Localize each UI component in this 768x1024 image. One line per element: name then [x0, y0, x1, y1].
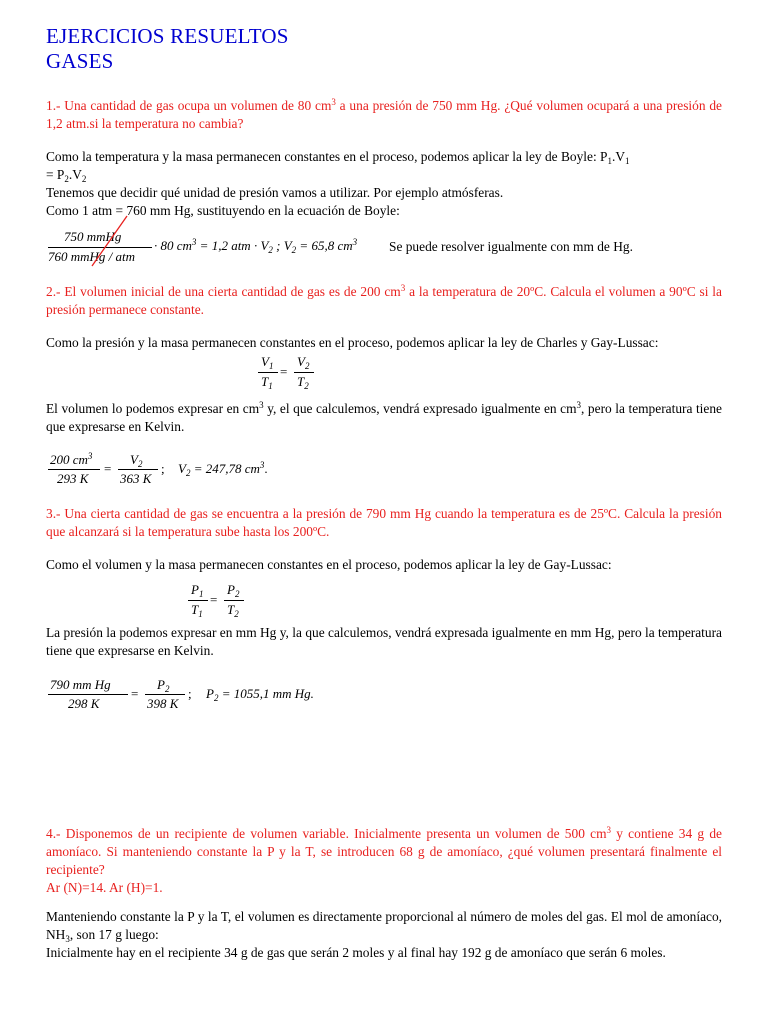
- exercise-3-paragraph-2: La presión la podemos expresar en mm Hg y, la que calculemos, vendrá expresada igualmente en mm Hg, pero la temperatura tiene que expresarse en Kelvin.: [46, 625, 722, 658]
- document-title: EJERCICIOS RESUELTOS: [46, 24, 289, 48]
- document-page: EJERCICIOS RESUELTOS GASES 1.- Una cantidad de gas ocupa un volumen de 80 $cm^3$ a una presión de 750 mm Hg. ¿Qué volumen ocupará a una presión de 1,2 atm.si la temperatura no cambia? Como la temperatura y la masa permanecen constantes en el proceso, podemos aplicar la ley de Boyle: $P_1.V_1$ = $P_2.V_2$ Tenemos que decidir qué unidad de presión vamos a utilizar. Por ejemplo atmósferas. Como 1 atm = 760 mm Hg, sustituyendo en la ecuación de Boyle: 750 mmHg 760 mmHg / atm · 80 $cm^3 = 1,2$ atm · $V_2$ ; $V_2 = 65,8$ $cm^3$ Se puede resolver igualmente con mm de Hg. 2.- El volumen inicial de una cierta cantidad de gas es de 200 $cm^3$ a la temperatura de 20ºC. Calcula el volumen a 90ºC si la presión permanece constante. Como la presión y la masa permanecen constantes en el proceso, podemos aplicar la ley de Charles y Gay-Lussac: $V_1$ $T_1$ = $V_2$ $T_2$ El volumen lo podemos expresar en $cm^3$ y, el que calculemos, vendrá expresado igualmente en $cm^3$, pero la temperatura tiene que expresarse en Kelvin. 200 $cm^3$ 293 K = $V_2$ 363 K ; $V_2 = 247,78$ $cm^3$. 3.- Una cierta cantidad de gas se encuentra a la presión de 790 mm Hg cuando la temperatura es de 25ºC. Calcula la presión que alcanzará si la temperatura sube hasta los 200ºC. Como el volumen y la masa permanecen constantes en el proceso, podemos aplicar la ley de Gay-Lussac: $P_1$ $T_1$ = $P_2$ $T_2$ La presión la podemos expresar en mm Hg y, la que calculemos, vendrá expresada igualmente en mm Hg, pero la temperatura tiene que expresarse en Kelvin. 790 mm Hg 298 K = $P_2$ 398 K ; $P_2 = 1055,1$ mm Hg. 4.- Disponemos de un recipiente de volumen variable. Inicialmente presenta un volumen de 500 $cm^3$ y contiene 34 g de amoníaco. Si manteniendo constante la P y la T, se introducen 68 g de amoníaco, ¿qué volumen presentará finalmente el recipiente? Ar (N)=14. Ar (H)=1. Manteniendo constante la P y la T, el volumen es directamente proporcional al número de moles del gas. El mol de amoníaco, $NH_3$, son 17 g luego: Inicialmente hay en el recipiente 34 g de gas que serán 2 moles y al final hay 192 g de amoníaco que serán 6 moles.: [0, 0, 768, 1024]
- eq1-note: Se puede resolver igualmente con mm de Hg.: [389, 239, 633, 254]
- exercise-2-paragraph: Como la presión y la masa permanecen constantes en el proceso, podemos aplicar la ley de Charles y Gay-Lussac:: [46, 335, 659, 350]
- exercise-3-paragraph: Como el volumen y la masa permanecen constantes en el proceso, podemos aplicar la ley de Gay-Lussac:: [46, 557, 612, 572]
- exercise-4-paragraph: Manteniendo constante la P y la T, el volumen es directamente proporcional al número de moles del gas. El mol de amoníaco, $NH_3$, son 17 g luego: Inicialmente hay en el recipiente 34 g de gas que serán 2 moles y al final hay 192 g de amoníaco que serán 6 moles.: [46, 909, 722, 960]
- eq1-numerator: 750 mmHg: [64, 229, 122, 244]
- atomic-masses: Ar (N)=14. Ar (H)=1.: [46, 880, 163, 895]
- exercise-2-statement: 2.- El volumen inicial de una cierta cantidad de gas es de 200 $cm^3$ a la temperatura de 20ºC. Calcula el volumen a 90ºC si la presión permanece constante.: [46, 283, 722, 317]
- exercise-4-statement: 4.- Disponemos de un recipiente de volumen variable. Inicialmente presenta un volumen de 500 $cm^3$ y contiene 34 g de amoníaco. Si manteniendo constante la P y la T, se introducen 68 g de amoníaco, ¿qué volumen presentará finalmente el recipiente? Ar (N)=14. Ar (H)=1.: [46, 825, 722, 895]
- document-subtitle: GASES: [46, 49, 114, 73]
- exercise-1-statement: 1.- Una cantidad de gas ocupa un volumen de 80 $cm^3$ a una presión de 750 mm Hg. ¿Qué volumen ocupará a una presión de 1,2 atm.si la temperatura no cambia?: [46, 97, 722, 131]
- exercise-1-paragraph: Como la temperatura y la masa permanecen constantes en el proceso, podemos aplicar la ley de Boyle: $P_1.V_1$ = $P_2.V_2$ Tenemos que decidir qué unidad de presión vamos a utilizar. Por ejemplo atmósferas. Como 1 atm = 760 mm Hg, sustituyendo en la ecuación de Boyle:: [46, 149, 630, 218]
- exercise-3-statement: 3.- Una cierta cantidad de gas se encuentra a la presión de 790 mm Hg cuando la temperatura es de 25ºC. Calcula la presión que alcanzará si la temperatura sube hasta los 200ºC.: [46, 506, 722, 539]
- exercise-2-paragraph-2: El volumen lo podemos expresar en $cm^3$ y, el que calculemos, vendrá expresado igualmente en $cm^3$, pero la temperatura tiene que expresarse en Kelvin.: [46, 400, 722, 434]
- eq1-denominator: 760 mmHg / atm: [48, 249, 136, 264]
